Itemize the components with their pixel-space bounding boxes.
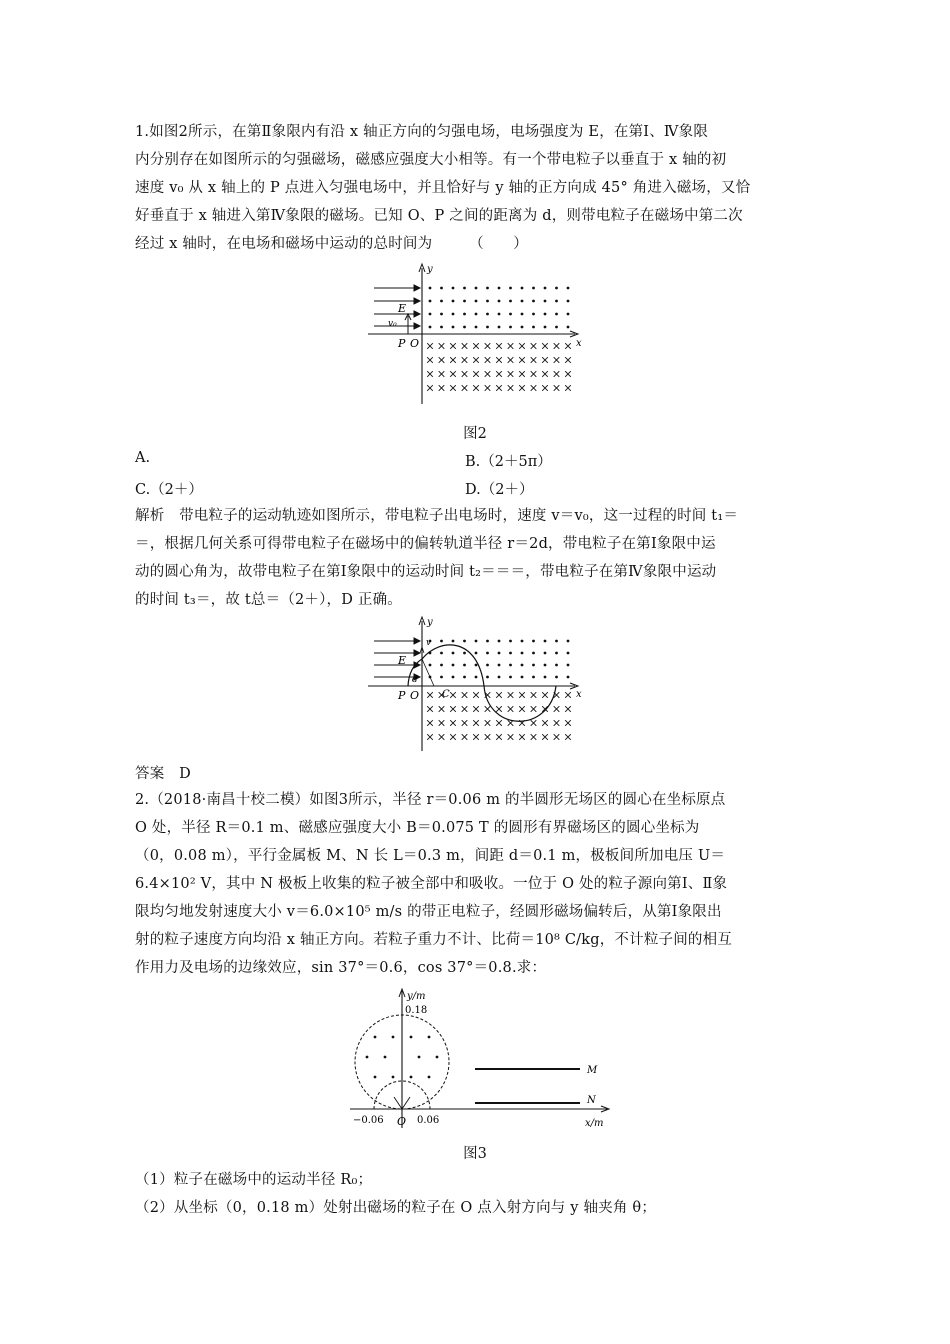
field-cross (496, 343, 502, 349)
field-dot (475, 676, 478, 679)
field-dot (429, 313, 432, 316)
field-cross (531, 371, 537, 377)
field-dot (475, 300, 478, 303)
field-dot (532, 676, 535, 679)
field-cross (485, 371, 491, 377)
field-cross (450, 720, 456, 726)
fig2-x-label: x (576, 338, 582, 349)
field-dot (475, 313, 478, 316)
field-dot (532, 640, 535, 643)
figure-2 (360, 262, 600, 407)
q2-line-4: 6.4×10² V，其中 N 极板上收集的粒子被全部中和吸收。一位于 O 处的粒子源向第Ⅰ、Ⅱ象 (135, 876, 728, 892)
answer-line: 答案 D (135, 766, 191, 782)
field-dot (567, 287, 570, 290)
field-cross (473, 357, 479, 363)
field-dot (532, 313, 535, 316)
field-cross (439, 720, 445, 726)
field-cross (427, 734, 433, 740)
field-cross (508, 706, 514, 712)
field-dot (392, 1036, 395, 1039)
field-cross (439, 706, 445, 712)
field-dot (452, 313, 455, 316)
field-dot (475, 640, 478, 643)
field-cross (496, 371, 502, 377)
field-cross (531, 385, 537, 391)
field-dot (521, 640, 524, 643)
field-dot (498, 326, 501, 329)
field-dot (544, 664, 547, 667)
field-dot (428, 1036, 431, 1039)
field-dot (544, 676, 547, 679)
field-dot (521, 313, 524, 316)
field-cross (473, 371, 479, 377)
field-cross (462, 371, 468, 377)
field-dot (429, 300, 432, 303)
field-dot (452, 640, 455, 643)
field-dot (532, 300, 535, 303)
solution-line-4: 的时间 t₃＝，故 t总＝（2＋），D 正确。 (135, 592, 402, 608)
q2-line-1: 2.（2018·南昌十校二模）如图3所示，半径 r＝0.06 m 的半圆形无场区的圆心在坐标原点 (135, 792, 726, 808)
field-dot (555, 640, 558, 643)
field-cross (565, 385, 571, 391)
fig3-M-label: M (587, 1065, 598, 1076)
field-dot (544, 326, 547, 329)
field-cross (427, 720, 433, 726)
solution-line-2: ＝，根据几何关系可得带电粒子在磁场中的偏转轨道半径 r＝2d，带电粒子在第Ⅰ象限中运 (135, 536, 716, 552)
field-dot (532, 652, 535, 655)
solution-line-3: 动的圆心角为，故带电粒子在第Ⅰ象限中的运动时间 t₂＝＝＝，带电粒子在第Ⅳ象限中运动 (135, 564, 717, 580)
field-dot (544, 287, 547, 290)
q2-line-5: 限均匀地发射速度大小 v＝6.0×10⁵ m/s 的带正电粒子，经圆形磁场偏转后，从第Ⅰ象限出 (135, 904, 722, 920)
field-cross (565, 692, 571, 698)
solution-figure (360, 615, 600, 755)
field-cross (450, 734, 456, 740)
field-cross (485, 720, 491, 726)
fig3-y-label: y/m (407, 991, 426, 1002)
field-dot (486, 313, 489, 316)
figure-3 (345, 985, 615, 1130)
field-cross (450, 343, 456, 349)
field-cross (496, 692, 502, 698)
field-cross (485, 343, 491, 349)
trajectory-arc-lower (484, 686, 556, 721)
field-cross (450, 371, 456, 377)
fig3-tick-006: 0.06 (417, 1115, 440, 1126)
electric-field-arrows (374, 638, 420, 680)
field-cross (565, 371, 571, 377)
field-dot (498, 640, 501, 643)
field-cross (519, 357, 525, 363)
field-cross (473, 734, 479, 740)
figS-v-label: v (426, 638, 432, 648)
figS-E-label: E (398, 654, 407, 667)
field-dot (452, 326, 455, 329)
field-cross (473, 692, 479, 698)
field-cross (462, 385, 468, 391)
field-dot (509, 640, 512, 643)
q1-line-2: 内分别存在如图所示的匀强磁场，磁感应强度大小相等。有一个带电粒子以垂直于 x 轴的初 (135, 152, 727, 168)
fig2-P-label: P (398, 337, 406, 350)
field-cross (542, 734, 548, 740)
field-cross (450, 357, 456, 363)
field-dot (498, 676, 501, 679)
field-dot (521, 287, 524, 290)
fig2-O-label: O (410, 337, 420, 350)
figS-P-label: P (398, 689, 406, 702)
field-cross (439, 343, 445, 349)
field-dot (544, 300, 547, 303)
field-cross (531, 720, 537, 726)
field-dot (440, 326, 443, 329)
field-dot (521, 664, 524, 667)
field-cross (439, 357, 445, 363)
field-dot (498, 664, 501, 667)
field-cross (508, 357, 514, 363)
field-dot (567, 652, 570, 655)
field-cross (531, 692, 537, 698)
field-cross (508, 343, 514, 349)
field-cross (508, 692, 514, 698)
field-dot (509, 326, 512, 329)
field-cross (462, 357, 468, 363)
field-dot (544, 313, 547, 316)
field-dot (436, 1056, 439, 1059)
field-cross (519, 706, 525, 712)
field-dot (498, 300, 501, 303)
field-cross (554, 734, 560, 740)
field-dot (374, 1036, 377, 1039)
figS-x-label: x (576, 689, 582, 700)
field-dot (498, 652, 501, 655)
fig3-N-label: N (587, 1095, 596, 1106)
field-cross (554, 720, 560, 726)
field-dot (555, 664, 558, 667)
field-cross (485, 357, 491, 363)
field-cross (554, 706, 560, 712)
field-dot (532, 326, 535, 329)
field-dot (452, 676, 455, 679)
field-dot (463, 664, 466, 667)
field-cross (554, 371, 560, 377)
fig3-O-label: O (397, 1115, 407, 1128)
field-dot (429, 664, 432, 667)
field-cross (427, 692, 433, 698)
field-cross (473, 343, 479, 349)
field-dot (555, 326, 558, 329)
field-dot (555, 652, 558, 655)
field-cross (565, 720, 571, 726)
field-dot (440, 640, 443, 643)
field-dot (384, 1056, 387, 1059)
field-dot (509, 664, 512, 667)
figS-y-label: y (427, 617, 433, 628)
field-dot (440, 676, 443, 679)
fig3-x-label: x/m (585, 1118, 604, 1129)
field-cross (462, 343, 468, 349)
field-cross (462, 720, 468, 726)
field-cross (450, 692, 456, 698)
field-dot (509, 676, 512, 679)
field-dot (475, 652, 478, 655)
q2-line-7: 作用力及电场的边缘效应，sin 37°＝0.6，cos 37°＝0.8.求： (135, 960, 547, 976)
field-dot (410, 1036, 413, 1039)
field-cross (450, 385, 456, 391)
q2-line-2: O 处，半径 R＝0.1 m、磁感应强度大小 B＝0.075 T 的圆形有界磁场区的圆心坐标为 (135, 820, 700, 836)
field-cross (427, 343, 433, 349)
field-cross (439, 371, 445, 377)
field-dot (486, 676, 489, 679)
field-cross (439, 385, 445, 391)
field-cross (565, 734, 571, 740)
field-dot (567, 313, 570, 316)
q1-line-1: 1.如图2所示，在第Ⅱ象限内有沿 x 轴正方向的匀强电场，电场强度为 E，在第Ⅰ、Ⅳ象限 (135, 124, 709, 140)
q2-line-6: 射的粒子速度方向均沿 x 轴正方向。若粒子重力不计、比荷＝10⁸ C/kg，不计粒子间的相互 (135, 932, 733, 948)
field-cross (427, 706, 433, 712)
field-cross (554, 343, 560, 349)
field-dot (452, 287, 455, 290)
fig3-tick-018: 0.18 (405, 1005, 428, 1016)
field-dot (486, 287, 489, 290)
q1-line-4: 好垂直于 x 轴进入第Ⅳ象限的磁场。已知 O、P 之间的距离为 d，则带电粒子在磁场中第二次 (135, 208, 743, 224)
field-cross (565, 343, 571, 349)
field-cross (439, 734, 445, 740)
field-dot (567, 664, 570, 667)
field-cross (508, 385, 514, 391)
field-cross (508, 371, 514, 377)
field-dot (418, 1056, 421, 1059)
field-dot (521, 300, 524, 303)
figS-d-label: d (412, 675, 418, 685)
field-dot (463, 300, 466, 303)
field-dot (440, 287, 443, 290)
field-dot (498, 313, 501, 316)
q2-sub-2: （2）从坐标（0，0.18 m）处射出磁场的粒子在 O 点入射方向与 y 轴夹角 θ； (135, 1200, 657, 1216)
field-cross (531, 734, 537, 740)
field-dot (544, 652, 547, 655)
electric-field-arrows (374, 285, 420, 329)
field-dot (374, 1076, 377, 1079)
field-cross (508, 734, 514, 740)
field-dot (392, 1076, 395, 1079)
q1-line-3: 速度 v₀ 从 x 轴上的 P 点进入匀强电场中，并且恰好与 y 轴的正方向成 45° 角进入磁场，又恰 (135, 180, 751, 196)
field-cross (531, 357, 537, 363)
field-dot (555, 313, 558, 316)
field-cross (496, 720, 502, 726)
field-dot (521, 652, 524, 655)
field-dot (440, 300, 443, 303)
field-dot (521, 326, 524, 329)
fig3-tick-neg006: −0.06 (353, 1115, 384, 1126)
field-dot (440, 664, 443, 667)
field-dot (521, 676, 524, 679)
field-dot (509, 300, 512, 303)
field-dot (475, 326, 478, 329)
field-cross (519, 734, 525, 740)
solution-line-1: 解析 带电粒子的运动轨迹如图所示，带电粒子出电场时，速度 v＝v₀，这一过程的时间 t₁＝ (135, 508, 739, 524)
field-cross (427, 371, 433, 377)
field-cross (473, 706, 479, 712)
field-cross (554, 357, 560, 363)
field-cross (462, 706, 468, 712)
field-dot (463, 287, 466, 290)
field-dot (555, 300, 558, 303)
field-dot (486, 326, 489, 329)
field-dot (410, 1076, 413, 1079)
field-cross (542, 371, 548, 377)
field-cross (531, 706, 537, 712)
field-dot (475, 287, 478, 290)
field-cross (519, 371, 525, 377)
fig2-E-label: E (398, 302, 407, 315)
field-cross (542, 357, 548, 363)
field-cross (519, 343, 525, 349)
field-cross (496, 706, 502, 712)
q2-line-3: （0，0.08 m），平行金属板 M、N 长 L＝0.3 m，间距 d＝0.1 m，极板间所加电压 U＝ (135, 848, 726, 864)
field-dot (486, 300, 489, 303)
field-cross (496, 357, 502, 363)
figS-O-label: O (410, 689, 420, 702)
field-dot (498, 287, 501, 290)
field-dot (366, 1056, 369, 1059)
field-dot (567, 676, 570, 679)
field-cross (485, 385, 491, 391)
field-dot (509, 313, 512, 316)
field-cross (519, 692, 525, 698)
field-dot (452, 300, 455, 303)
field-dot (428, 1076, 431, 1079)
q1-line-5: 经过 x 轴时，在电场和磁场中运动的总时间为 （ ） (135, 236, 528, 252)
field-cross (542, 385, 548, 391)
q2-sub-1: （1）粒子在磁场中的运动半径 R₀； (135, 1172, 373, 1188)
figure-2-caption: 图2 (463, 426, 487, 442)
field-dot (463, 676, 466, 679)
field-dot (509, 652, 512, 655)
field-cross (462, 692, 468, 698)
magnetic-field-out-dots (429, 287, 570, 329)
magnetic-field-in-crosses (427, 343, 571, 391)
field-dot (463, 313, 466, 316)
option-c: C.（2＋） (135, 482, 203, 498)
field-cross (565, 357, 571, 363)
field-cross (519, 385, 525, 391)
field-dot (429, 287, 432, 290)
field-cross (473, 720, 479, 726)
field-cross (485, 706, 491, 712)
field-cross (531, 343, 537, 349)
option-b: B.（2＋5π） (465, 454, 552, 470)
field-cross (485, 734, 491, 740)
field-dot (555, 676, 558, 679)
field-dot (486, 652, 489, 655)
field-dot (532, 287, 535, 290)
field-dot (486, 640, 489, 643)
field-dot (509, 287, 512, 290)
field-cross (473, 385, 479, 391)
figS-C-label: C (442, 689, 450, 700)
figure-3-caption: 图3 (463, 1146, 487, 1162)
field-cross (450, 706, 456, 712)
field-dot (532, 664, 535, 667)
field-cross (462, 734, 468, 740)
field-cross (496, 385, 502, 391)
field-dot (452, 652, 455, 655)
field-dot (463, 640, 466, 643)
field-cross (554, 385, 560, 391)
field-cross (427, 357, 433, 363)
fig2-y-label: y (427, 264, 433, 275)
field-cross (542, 720, 548, 726)
field-cross (565, 706, 571, 712)
field-dot (486, 664, 489, 667)
field-cross (427, 385, 433, 391)
option-d: D.（2＋） (465, 482, 534, 498)
field-dot (475, 664, 478, 667)
field-dot (555, 287, 558, 290)
field-dot (463, 652, 466, 655)
field-dot (440, 652, 443, 655)
field-dot (567, 326, 570, 329)
field-cross (496, 734, 502, 740)
field-cross (542, 692, 548, 698)
field-cross (542, 343, 548, 349)
field-dot (429, 326, 432, 329)
field-dot (463, 326, 466, 329)
field-dot (567, 300, 570, 303)
field-dot (440, 313, 443, 316)
option-a: A. (135, 450, 151, 466)
field-dot (452, 664, 455, 667)
field-dot (544, 640, 547, 643)
field-dot (567, 640, 570, 643)
fig2-v0-label: v₀ (388, 319, 397, 329)
